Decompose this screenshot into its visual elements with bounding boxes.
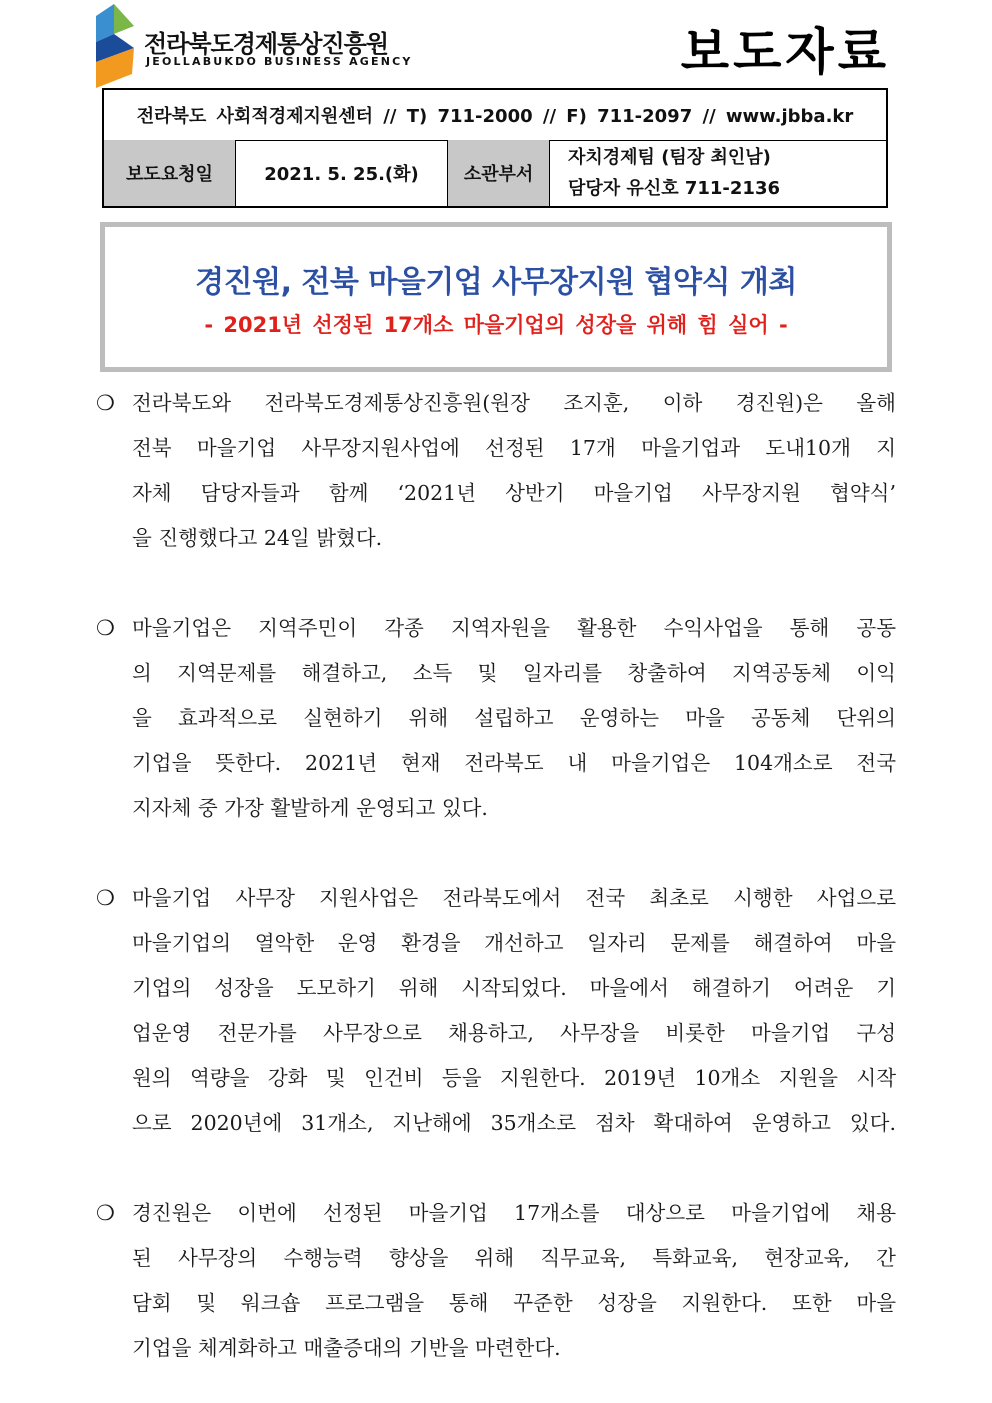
department-team: 자치경제팀 (팀장 최인남) [568, 147, 771, 168]
paragraph-line: 원의 역량을 강화 및 인건비 등을 지원한다. 2019년 10개소 지원을 시작 [132, 1066, 896, 1090]
bullet-circle: ❍ [96, 886, 115, 910]
bullet-circle: ❍ [96, 391, 115, 415]
paragraph-line: 경진원은 이번에 선정된 마을기업 17개소를 대상으로 마을기업에 채용 [132, 1201, 896, 1225]
paragraph-line: 의 지역문제를 해결하고, 소득 및 일자리를 창출하여 지역공동체 이익 [132, 661, 896, 685]
paragraph-line: 담회 및 워크숍 프로그램을 통해 꾸준한 성장을 지원한다. 또한 마을 [132, 1291, 896, 1315]
paragraph-line: 지자체 중 가장 활발하게 운영되고 있다. [132, 796, 488, 820]
department-info [550, 140, 886, 206]
paragraph-line: 전북 마을기업 사무장지원사업에 선정된 17개 마을기업과 도내10개 지 [132, 436, 896, 460]
paragraph-line: 기업을 체계화하고 매출증대의 기반을 마련한다. [132, 1336, 561, 1360]
bullet-circle: ❍ [96, 1201, 115, 1225]
headline-title: 경진원, 전북 마을기업 사무장지원 협약식 개최 [195, 265, 797, 300]
bullet-circle: ❍ [96, 616, 115, 640]
paragraph-line: 업운영 전문가를 사무장으로 채용하고, 사무장을 비롯한 마을기업 구성 [132, 1021, 896, 1045]
org-logo-mark [92, 4, 142, 88]
department-label: 소관부서 [448, 140, 550, 206]
request-date: 2021. 5. 25.(화) [236, 140, 448, 206]
headline-box [100, 222, 892, 372]
body-paragraph [96, 876, 896, 1146]
org-name-en: JEOLLABUKDO BUSINESS AGENCY [146, 55, 413, 68]
paragraph-line: 기업의 성장을 도모하기 위해 시작되었다. 마을에서 해결하기 어려운 기 [132, 976, 896, 1000]
contact-table [102, 88, 888, 208]
paragraph-line: 마을기업 사무장 지원사업은 전라북도에서 전국 최초로 시행한 사업으로 [132, 886, 896, 910]
request-date-label: 보도요청일 [104, 140, 236, 206]
paragraph-line: 을 효과적으로 실현하기 위해 설립하고 운영하는 마을 공동체 단위의 [132, 706, 896, 730]
org-name-ko: 전라북도경제통상진흥원 [144, 30, 389, 58]
paragraph-line: 자체 담당자들과 함께 ‘2021년 상반기 마을기업 사무장지원 협약식’ [132, 481, 896, 505]
paragraph-line: 기업을 뜻한다. 2021년 현재 전라북도 내 마을기업은 104개소로 전국 [132, 751, 896, 775]
body-paragraph [96, 1191, 896, 1371]
org-logo [92, 4, 413, 88]
body-paragraph [96, 381, 896, 561]
paragraph-line: 을 진행했다고 24일 밝혔다. [132, 526, 383, 550]
paragraph-line: 된 사무장의 수행능력 향상을 위해 직무교육, 특화교육, 현장교육, 간 [132, 1246, 896, 1270]
paragraph-line: 마을기업은 지역주민이 각종 지역자원을 활용한 수익사업을 통해 공동 [132, 616, 896, 640]
paragraph-line: 마을기업의 열악한 운영 환경을 개선하고 일자리 문제를 해결하여 마을 [132, 931, 896, 955]
headline-subtitle: - 2021년 선정된 17개소 마을기업의 성장을 위해 힘 실어 - [204, 313, 788, 337]
contact-line: 전라북도 사회적경제지원센터 // T) 711-2000 // F) 711-2097 // www.jbba.kr [104, 90, 886, 141]
press-release-title: 보도자료 [680, 23, 890, 81]
department-contact: 담당자 유신호 711-2136 [568, 178, 781, 199]
paragraph-line: 전라북도와 전라북도경제통상진흥원(원장 조지훈, 이하 경진원)은 올해 [132, 391, 896, 415]
body-paragraph [96, 606, 896, 831]
paragraph-line: 으로 2020년에 31개소, 지난해에 35개소로 점차 확대하여 운영하고 있다. [132, 1111, 896, 1135]
